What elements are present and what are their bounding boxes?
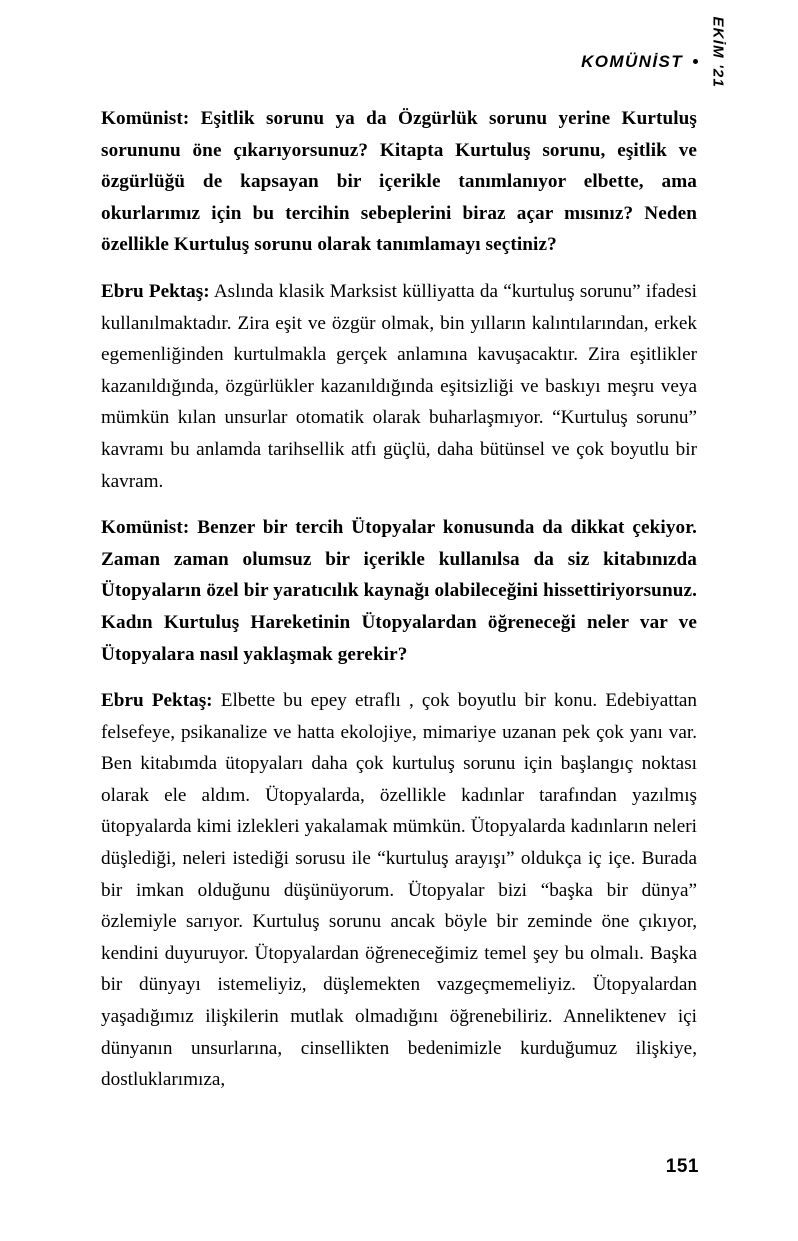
speaker-name: Ebru Pektaş:: [101, 690, 213, 712]
page-number: 151: [665, 1156, 699, 1177]
interview-question: Komünist: Eşitlik sorunu ya da Özgürlük sorunu yerine Kurtuluş sorununu öne çıkarıyorsunuz? Kitapta Kurtuluş sorunu, eşitlik ve özgürlüğü de kapsayan bir içerikle tanımlanıyor elbette, ama okurlarımız için bu tercihin sebeplerini biraz açar mısınız? Neden özellikle Kurtuluş sorunu olarak tanımlamayı seçtiniz?: [101, 108, 697, 256]
speaker-name: Ebru Pektaş:: [101, 280, 210, 302]
interview-question: Komünist: Benzer bir tercih Ütopyalar konusunda da dikkat çekiyor. Zaman zaman olumsuz bir içerikle kullanılsa da siz kitabınızda Ütopyaların özel bir yaratıcılık kaynağı olabileceğini hissettiriyorsunuz. Kadın Kurtuluş Hareketinin Ütopyalardan öğreneceği neler var ve Ütopyalara nasıl yaklaşmak gerekir?: [101, 517, 697, 665]
running-head-bullet-icon: [693, 59, 698, 64]
running-head-title: KOMÜNİST: [581, 52, 683, 71]
interview-answer: [101, 276, 697, 497]
answer-text: Aslında klasik Marksist külliyatta da “kurtuluş sorunu” ifadesi kullanılmaktadır. Zira eşit ve özgür olmak, bin yılların kalıntılarından, erkek egemenliğinden kurtulmakla gerçek anlamına kavuşacaktır. Zira eşitlikler kazanıldığında, özgürlükler kazanıldığında eşitsizliği ve baskıyı meşru veya mümkün kılan unsurlar otomatik olarak buharlaşmıyor. “Kurtuluş sorunu” kavramı bu anlamda tarihsellik atfı güçlü, daha bütünsel ve çok boyutlu bir kavram.: [101, 280, 698, 492]
interview-answer: [101, 685, 697, 1096]
answer-text: Elbette bu epey etraflı , çok boyutlu bir konu. Edebiyattan felsefeye, psikanalize ve hatta ekolojiye, mimariye uzanan pek çok yanı var. Ben kitabımda ütopyaları daha çok kurtuluş sorunu için başlangıç noktası olarak ele aldım. Ütopyalarda, özellikle kadınlar tarafından yazılmış ütopyalarda kimi izlekleri yakalamak mümkün. Ütopyalarda kadınların neleri düşlediği, neleri istediği sorusu ile “kurtuluş arayışı” oldukça iç içe. Burada bir imkan olduğunu düşünüyorum. Ütopyalar bizi “başka bir dünya” özlemiyle sarıyor. Kurtuluş sorunu ancak böyle bir zeminde öne çıkıyor, kendini duyuruyor. Ütopyalardan öğreneceğimiz temel şey bu olmalı. Başka bir dünyayı istemeliyiz, düşlemekten vazgeçmemeliyiz. Ütopyalardan yaşadığımız ilişkilerin mutlak olmadığını öğrenebiliriz. Anneliktenev içi dünyanın unsurlarına, cinsellikten bedenimizle kurduğumuz ilişkiye, dostluklarımıza,: [101, 690, 698, 1091]
issue-marker: EKİM '21: [710, 16, 727, 88]
article-body: [101, 103, 697, 1096]
running-head: [581, 52, 698, 72]
